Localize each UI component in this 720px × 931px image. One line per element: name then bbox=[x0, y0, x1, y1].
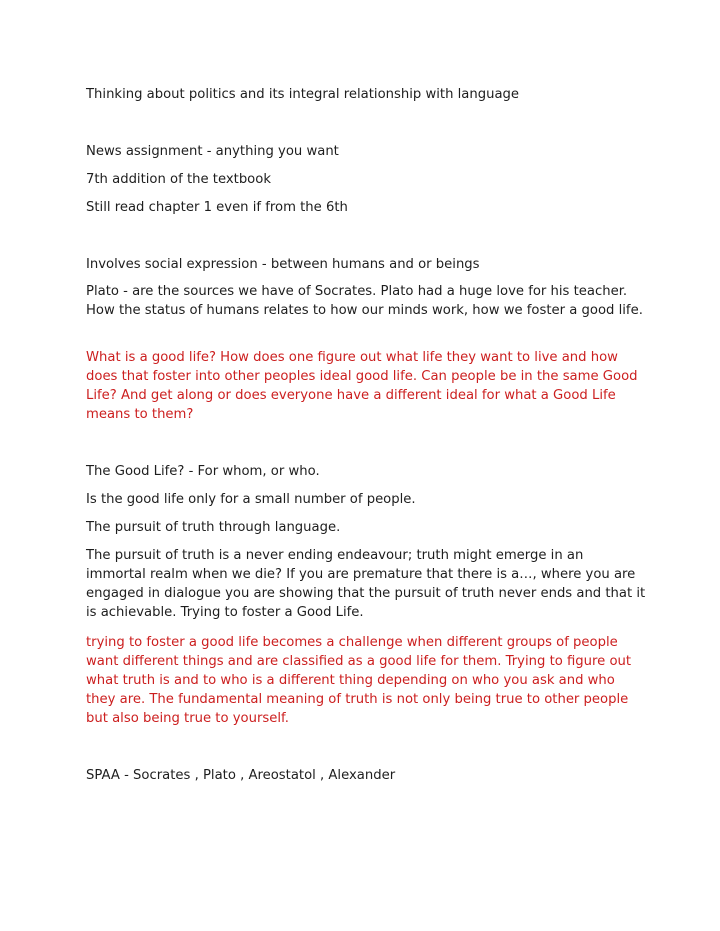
reading-paragraph: Still read chapter 1 even if from the 6th bbox=[86, 200, 348, 215]
good-life-heading-paragraph: The Good Life? - For whom, or who. bbox=[86, 464, 320, 479]
pursuit-of-truth-paragraph: The pursuit of truth through language. bbox=[86, 520, 341, 535]
good-life-question-paragraph: What is a good life? How does one figure out what life they want to live and how does that foster into other peoples ideal good life. Can people be in the same Good Life? And get along or does everyone have a different ideal for what a Good Life means to them? bbox=[86, 350, 638, 422]
never-ending-paragraph: The pursuit of truth is a never ending endeavour; truth might emerge in an immortal realm when we die? If you are premature that there is a…, where you are engaged in dialogue you are showing that the pursuit of truth never ends and that it is achievable. Trying to foster a Good Life. bbox=[86, 548, 646, 620]
plato-paragraph: Plato - are the sources we have of Socrates. Plato had a huge love for his teacher. How the status of humans relates to how our minds work, how we foster a good life. bbox=[86, 284, 643, 318]
social-expression-paragraph: Involves social expression - between humans and or beings bbox=[86, 257, 480, 272]
textbook-edition-paragraph: 7th addition of the textbook bbox=[86, 172, 271, 187]
news-assignment-paragraph: News assignment - anything you want bbox=[86, 144, 339, 159]
spaa-paragraph: SPAA - Socrates , Plato , Areostatol , Alexander bbox=[86, 768, 396, 783]
small-number-paragraph: Is the good life only for a small number of people. bbox=[86, 492, 416, 507]
heading-paragraph: Thinking about politics and its integral relationship with language bbox=[86, 87, 520, 102]
challenge-paragraph: trying to foster a good life becomes a challenge when different groups of people want different things and are classified as a good life for them. Trying to figure out what truth is and to who is a different thing depending on who you ask and who they are. The fundamental meaning of truth is not only being true to other people but also being true to yourself. bbox=[86, 635, 632, 726]
